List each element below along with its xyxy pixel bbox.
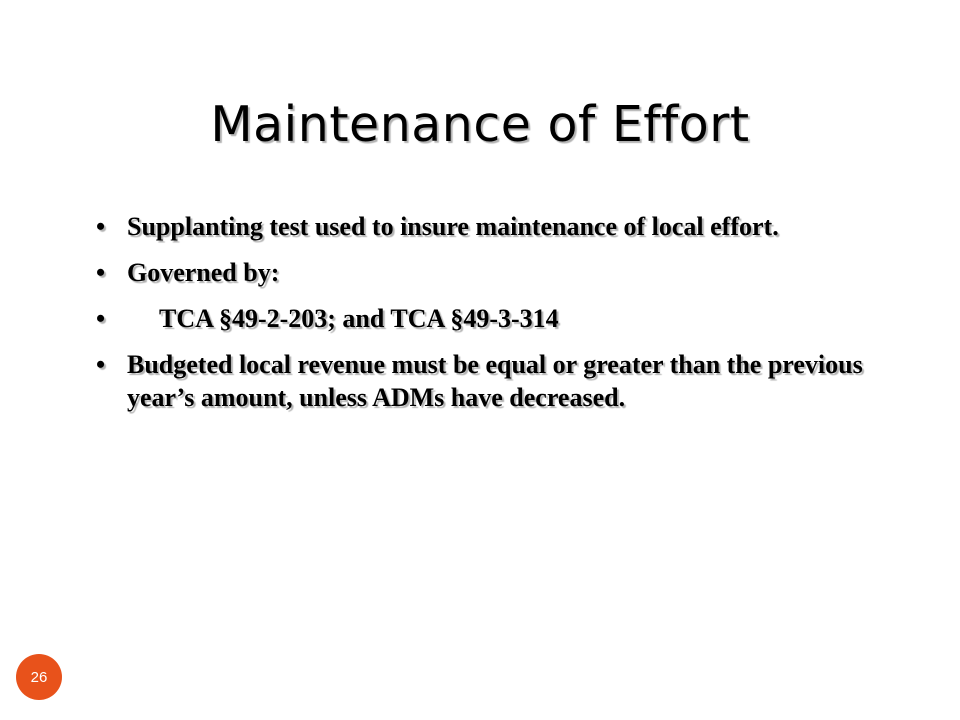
bullet-text: TCA §49-2-203; and TCA §49-3-314 xyxy=(159,304,559,333)
bullet-icon: • xyxy=(96,212,106,241)
bullet-icon: • xyxy=(96,304,106,333)
bullet-item xyxy=(96,348,876,414)
bullet-list xyxy=(96,210,876,427)
bullet-icon: • xyxy=(96,350,106,379)
page-number-badge: 26 xyxy=(16,654,62,700)
bullet-icon: • xyxy=(96,258,106,287)
bullet-text: Supplanting test used to insure maintenance of local effort. xyxy=(127,212,779,241)
bullet-item xyxy=(96,256,876,289)
bullet-item xyxy=(96,210,876,243)
bullet-text: Governed by: xyxy=(127,258,280,287)
bullet-text: Budgeted local revenue must be equal or greater than the previous year’s amount, unless ADMs have decreased. xyxy=(127,350,863,412)
slide-title: Maintenance of Effort xyxy=(210,96,750,153)
bullet-item xyxy=(96,302,876,335)
